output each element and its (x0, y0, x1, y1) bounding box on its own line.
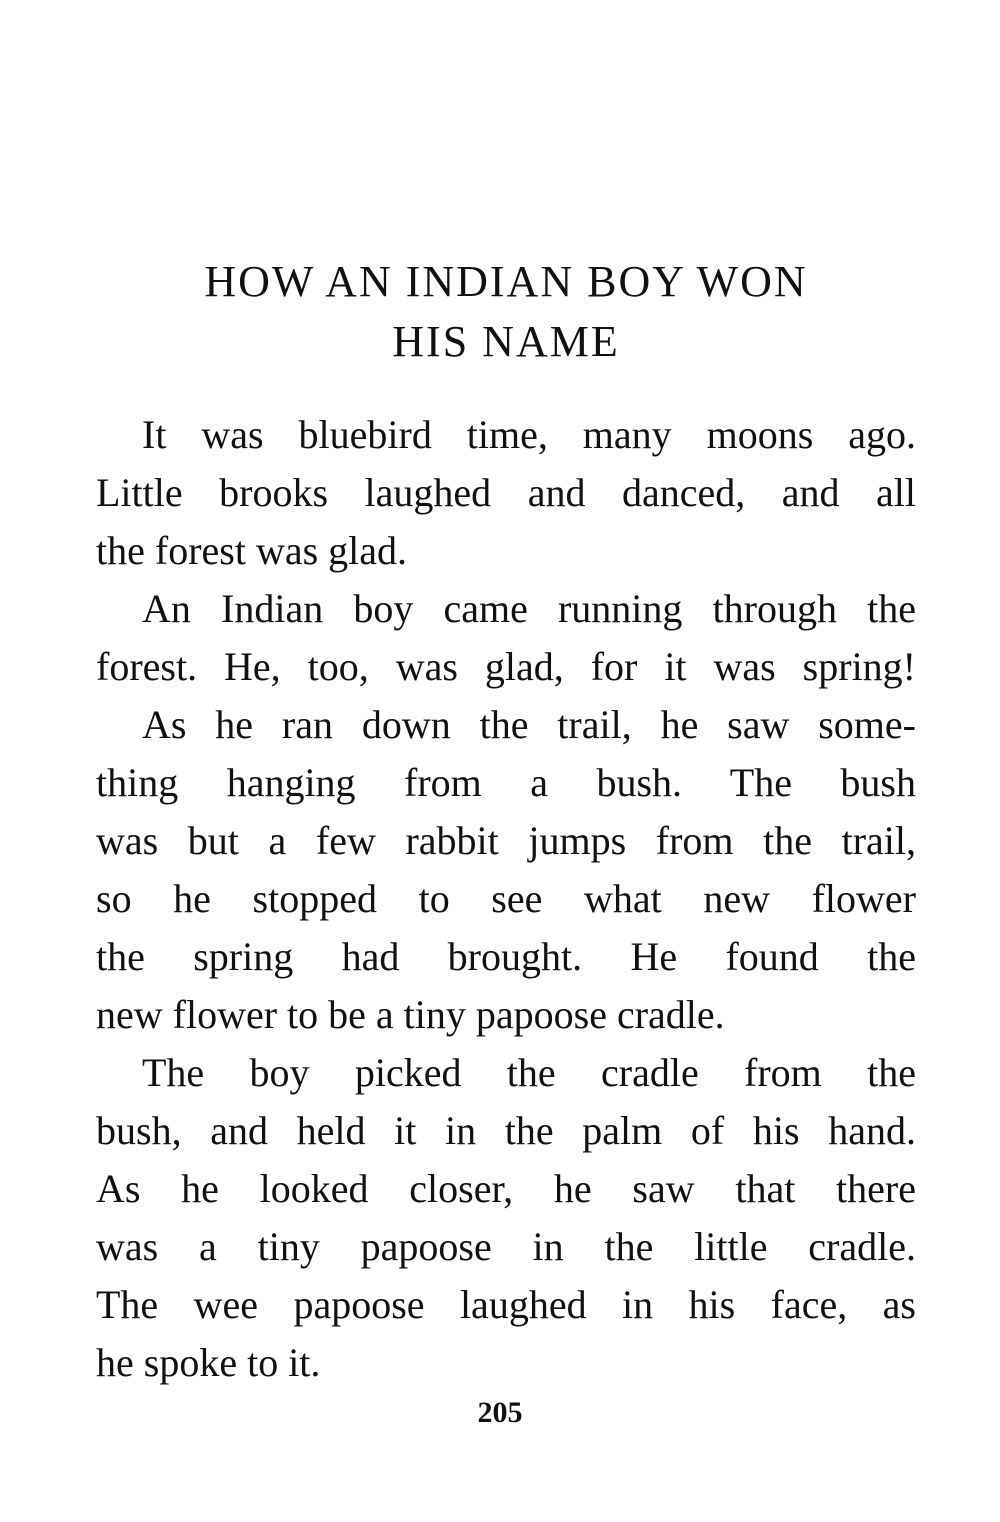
paragraph-3 (96, 696, 916, 1044)
body-text (96, 406, 916, 1392)
text-line: was a tiny papoose in the little cradle. (96, 1224, 916, 1269)
text-line: forest. He, too, was glad, for it was spring! (96, 644, 916, 689)
text-line: the forest was glad. (96, 528, 408, 573)
text-line: so he stopped to see what new flower (96, 876, 916, 921)
text-line: bush, and held it in the palm of his hand. (96, 1108, 916, 1153)
text-line: The wee papoose laughed in his face, as (96, 1282, 916, 1327)
book-page (96, 252, 916, 1392)
text-line: he spoke to it. (96, 1340, 321, 1385)
chapter-title-line-1: HOW AN INDIAN BOY WON (204, 257, 808, 306)
text-line: new flower to be a tiny papoose cradle. (96, 992, 725, 1037)
paragraph-2 (96, 580, 916, 696)
text-line: It was bluebird time, many moons ago. (142, 412, 916, 457)
text-line: As he looked closer, he saw that there (96, 1166, 916, 1211)
chapter-title (96, 252, 916, 372)
text-line: thing hanging from a bush. The bush (96, 760, 916, 805)
text-line: An Indian boy came running through the (142, 586, 916, 631)
text-line: Little brooks laughed and danced, and all (96, 470, 916, 515)
paragraph-4 (96, 1044, 916, 1392)
text-line: As he ran down the trail, he saw some- (142, 702, 916, 747)
paragraph-1 (96, 406, 916, 580)
text-line: the spring had brought. He found the (96, 934, 916, 979)
text-line: The boy picked the cradle from the (142, 1050, 916, 1095)
chapter-title-line-2: HIS NAME (392, 317, 620, 366)
page-number: 205 (477, 1396, 523, 1429)
text-line: was but a few rabbit jumps from the trail, (96, 818, 916, 863)
